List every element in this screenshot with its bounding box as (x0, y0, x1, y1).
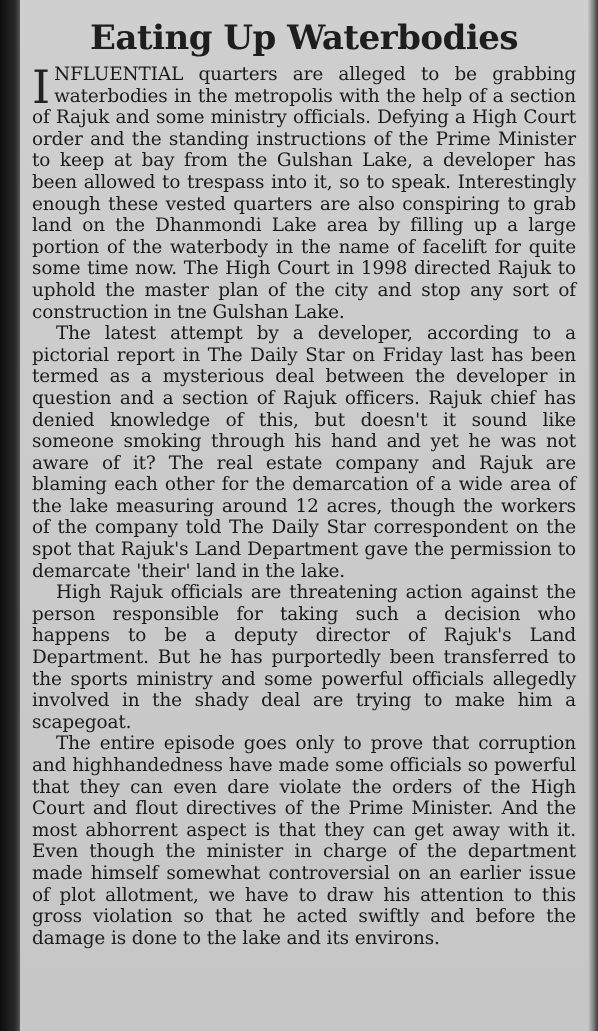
drop-cap: I (32, 60, 51, 114)
page-edge-shadow (0, 0, 22, 1031)
article-paragraph-2: The latest attempt by a developer, according to a pictorial report in The Daily Star on Friday last has been termed as a mysterious deal between the developer in question and a section of Rajuk officers. Rajuk chief has denied knowledge of this, but doesn't it sound like someone smoking through his hand and yet he was not aware of it? The real estate company and Rajuk are blaming each other for the demarcation of a wide area of the lake measuring around 12 acres, though the workers of the company told The Daily Star correspondent on the spot that Rajuk's Land Department gave the permission to demarcate 'their' land in the lake. (32, 323, 576, 582)
article-headline: Eating Up Waterbodies (89, 18, 519, 58)
editorial-article (32, 12, 576, 949)
clipping-right-edge (588, 0, 598, 1031)
paragraph-1-text: NFLUENTIAL quarters are alleged to be grabbing waterbodies in the metropolis with the help of a section of Rajuk and some ministry officials. Defying a High Court order and the standing instructions of the Prime Minister to keep at bay from the Gulshan Lake, a developer has been allowed to trespass into it, so to speak. Interestingly enough these vested quarters are also conspiring to grab land on the Dhanmondi Lake area by filling up a large portion of the waterbody in the name of facelift for quite some time now. The High Court in 1998 directed Rajuk to uphold the master plan of the city and stop any sort of construction in tne Gulshan Lake. (32, 64, 576, 323)
article-paragraph-1 (32, 60, 576, 323)
article-paragraph-4: The entire episode goes only to prove that corruption and highhandedness have made some officials so powerful that they can even dare violate the orders of the High Court and flout directives of the Prime Minister. And the most abhorrent aspect is that they can get away with it. Even though the minister in charge of the department made himself somewhat controversial on an earlier issue of plot allotment, we have to draw his attention to this gross violation so that he acted swiftly and before the damage is done to the lake and its environs. (32, 733, 576, 949)
article-paragraph-3: High Rajuk officials are threatening action against the person responsible for taking such a decision who happens to be a deputy director of Rajuk's Land Department. But he has purportedly been transferred to the sports ministry and some powerful officials allegedly involved in the shady deal are trying to make him a scapegoat. (32, 582, 576, 733)
newspaper-clipping (20, 0, 588, 1031)
